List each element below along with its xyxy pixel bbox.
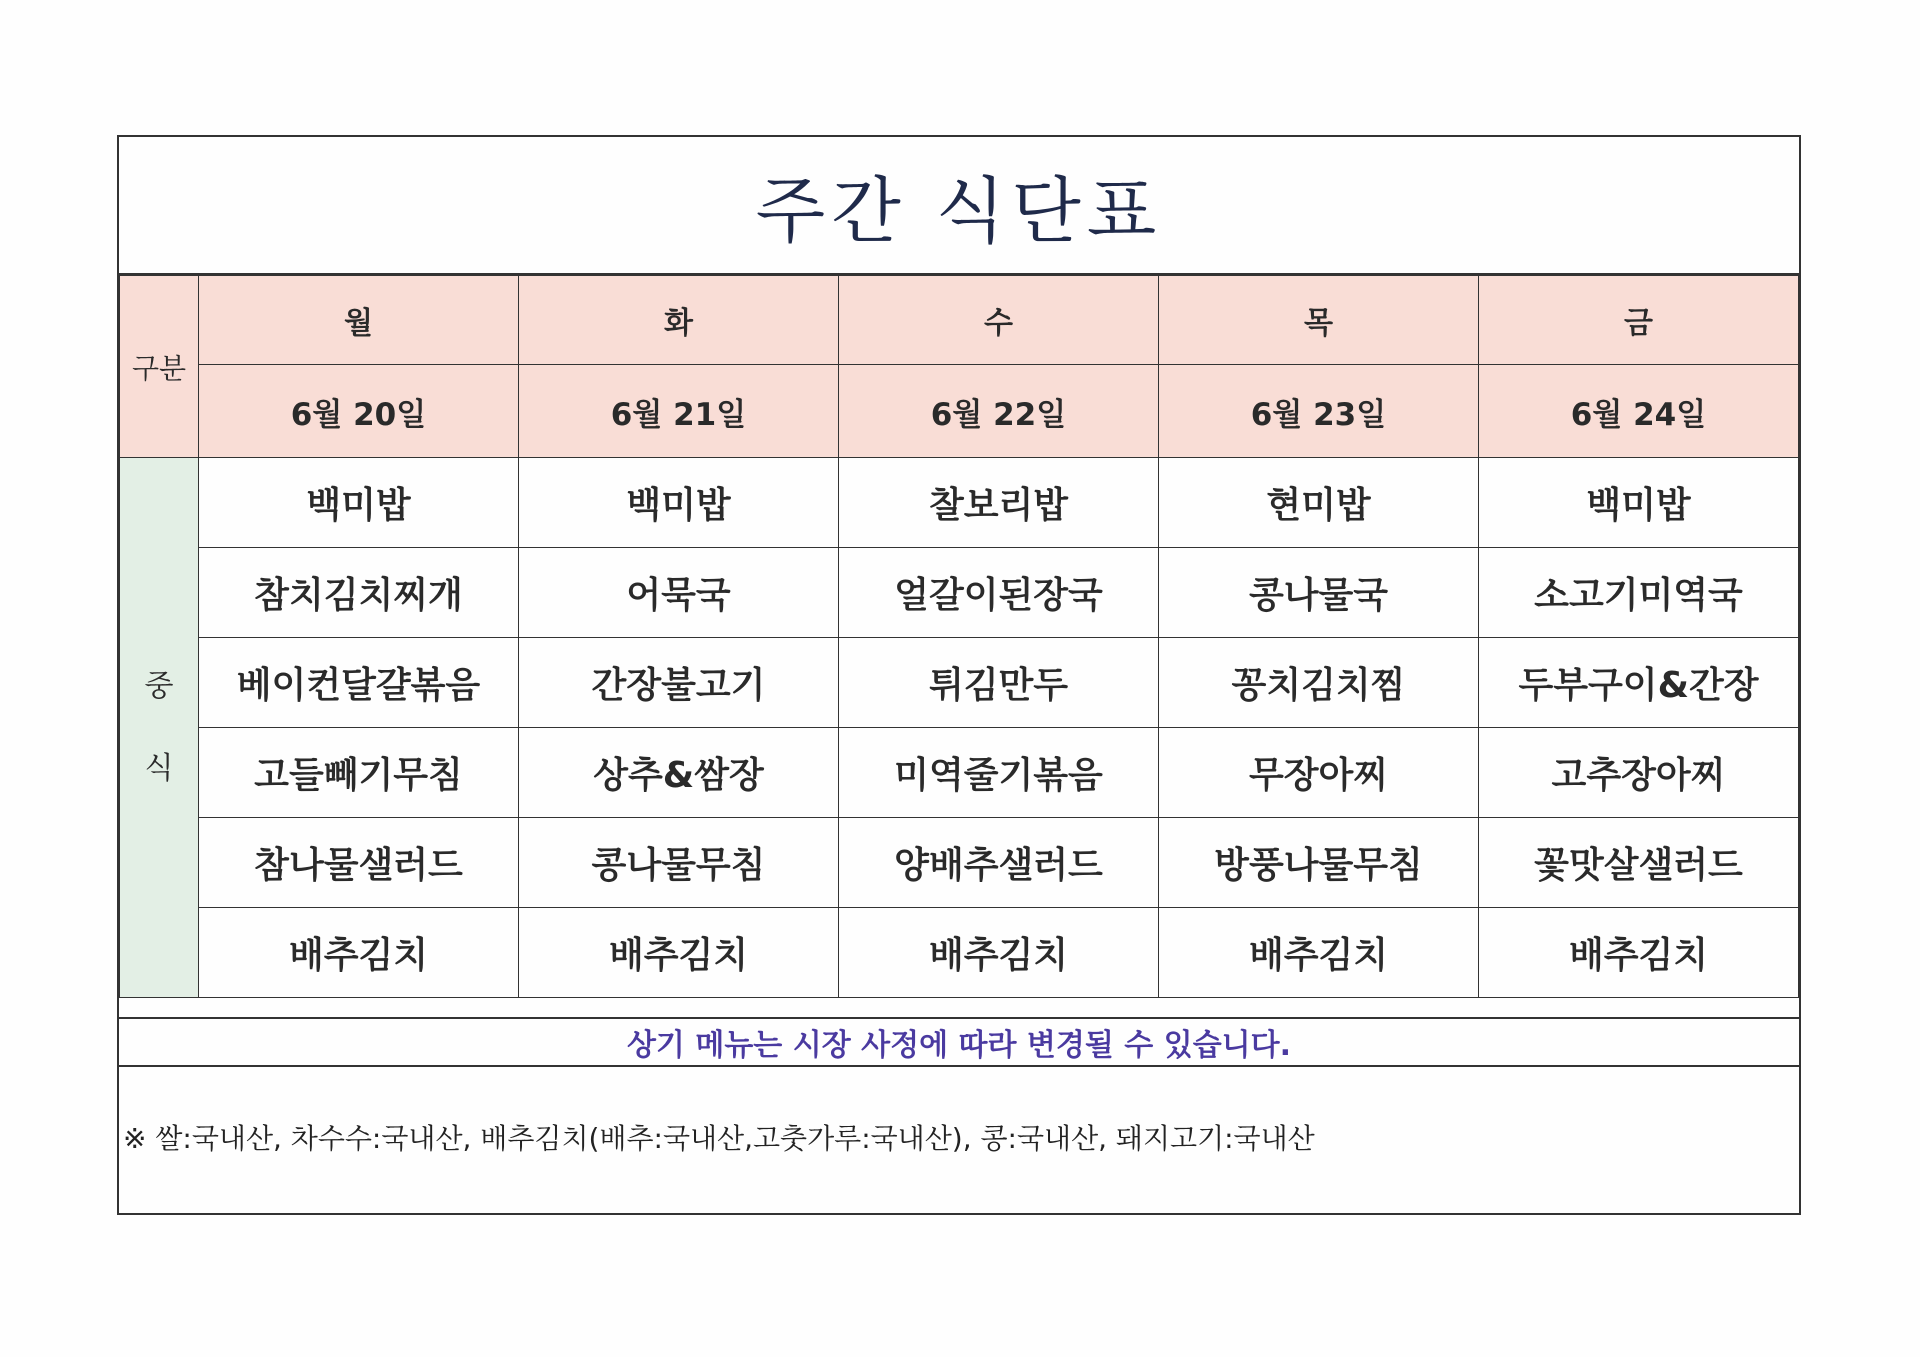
day-header-wed: 수 <box>839 276 1159 365</box>
menu-item: 어묵국 <box>519 548 839 638</box>
lunch-label-char: 식 <box>144 750 174 786</box>
menu-item: 양배추샐러드 <box>839 818 1159 908</box>
menu-item: 배추김치 <box>1479 908 1799 998</box>
menu-item: 배추김치 <box>519 908 839 998</box>
menu-item: 베이컨달걀볶음 <box>199 638 519 728</box>
menu-row <box>120 728 1799 818</box>
menu-item: 백미밥 <box>199 458 519 548</box>
menu-item: 간장불고기 <box>519 638 839 728</box>
menu-table <box>119 275 1799 998</box>
menu-item: 참나물샐러드 <box>199 818 519 908</box>
date-thu: 6월 23일 <box>1159 365 1479 458</box>
menu-item: 무장아찌 <box>1159 728 1479 818</box>
menu-item: 상추&쌈장 <box>519 728 839 818</box>
gubun-label: 구분 <box>120 276 199 458</box>
menu-item: 배추김치 <box>199 908 519 998</box>
menu-row <box>120 638 1799 728</box>
lunch-label-char: 중 <box>144 668 174 704</box>
day-header-row <box>120 276 1799 365</box>
menu-item: 찰보리밥 <box>839 458 1159 548</box>
date-fri: 6월 24일 <box>1479 365 1799 458</box>
menu-item: 콩나물무침 <box>519 818 839 908</box>
menu-row <box>120 818 1799 908</box>
menu-item: 소고기미역국 <box>1479 548 1799 638</box>
origin-note: ※ 쌀:국내산, 차수수:국내산, 배추김치(배추:국내산,고춧가루:국내산), 콩:국내산, 돼지고기:국내산 <box>123 1122 1315 1155</box>
day-header-tue: 화 <box>519 276 839 365</box>
page-title: 주간 식단표 <box>119 137 1799 275</box>
date-mon: 6월 20일 <box>199 365 519 458</box>
menu-item: 얼갈이된장국 <box>839 548 1159 638</box>
menu-item: 튀김만두 <box>839 638 1159 728</box>
menu-item: 고추장아찌 <box>1479 728 1799 818</box>
day-header-fri: 금 <box>1479 276 1799 365</box>
menu-item: 미역줄기볶음 <box>839 728 1159 818</box>
menu-item: 배추김치 <box>839 908 1159 998</box>
menu-item: 콩나물국 <box>1159 548 1479 638</box>
day-header-thu: 목 <box>1159 276 1479 365</box>
menu-item: 꽃맛살샐러드 <box>1479 818 1799 908</box>
lunch-label <box>120 458 199 998</box>
menu-item: 백미밥 <box>1479 458 1799 548</box>
menu-item: 두부구이&간장 <box>1479 638 1799 728</box>
date-header-row <box>120 365 1799 458</box>
menu-row <box>120 548 1799 638</box>
date-wed: 6월 22일 <box>839 365 1159 458</box>
change-notice: 상기 메뉴는 시장 사정에 따라 변경될 수 있습니다. <box>119 1017 1799 1067</box>
menu-item: 배추김치 <box>1159 908 1479 998</box>
menu-item: 현미밥 <box>1159 458 1479 548</box>
menu-row <box>120 908 1799 998</box>
menu-row <box>120 458 1799 548</box>
menu-item: 백미밥 <box>519 458 839 548</box>
menu-item: 방풍나물무침 <box>1159 818 1479 908</box>
day-header-mon: 월 <box>199 276 519 365</box>
menu-item: 참치김치찌개 <box>199 548 519 638</box>
date-tue: 6월 21일 <box>519 365 839 458</box>
menu-frame <box>117 135 1801 1215</box>
menu-item: 꽁치김치찜 <box>1159 638 1479 728</box>
menu-item: 고들빼기무침 <box>199 728 519 818</box>
